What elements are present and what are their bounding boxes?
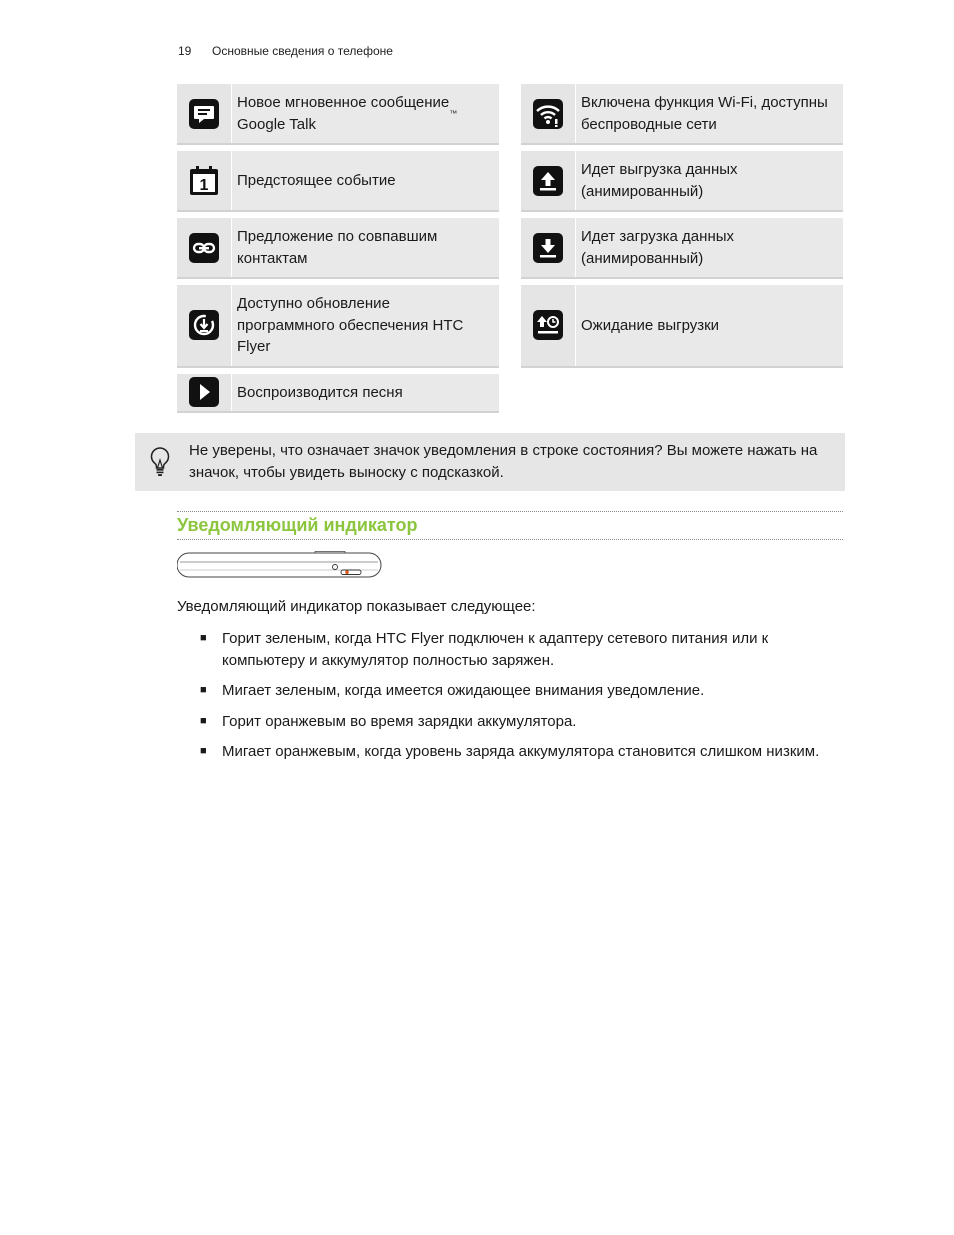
section-intro: Уведомляющий индикатор показывает следующее:: [177, 598, 536, 615]
tip-text: Не уверены, что означает значок уведомления в строке состояния? Вы можете нажать на значок, чтобы увидеть выноску с подсказкой.: [189, 442, 818, 481]
icon-cell: [521, 84, 843, 145]
list-item: ■ Горит зеленым, когда HTC Flyer подключен к адаптеру сетевого питания или к компьютеру и аккумулятор полностью заряжен.: [200, 630, 769, 669]
page-header: [178, 44, 393, 58]
play-icon: [189, 377, 219, 407]
download-icon: [533, 233, 563, 263]
icon-description: Предложение по совпавшим контактам: [231, 218, 499, 277]
icon-description: Доступно обновление программного обеспечения HTC Flyer: [231, 285, 499, 366]
icon-description: Идет загрузка данных (анимированный): [575, 218, 843, 277]
section-heading-container: [177, 511, 843, 540]
svg-text:1: 1: [199, 176, 209, 194]
icon-cell: [521, 285, 843, 368]
icon-cell: [177, 374, 499, 414]
icon-cell: [521, 151, 843, 212]
lightbulb-icon: [149, 446, 171, 478]
icon-cell: [177, 285, 499, 368]
list-item: ■ Горит оранжевым во время зарядки аккумулятора.: [200, 712, 577, 730]
icon-cell: [177, 151, 499, 212]
device-top-edge-icon: [177, 550, 383, 580]
icon-description: Ожидание выгрузки: [575, 285, 843, 366]
status-icon-table: [177, 84, 843, 419]
software-update-icon: [189, 310, 219, 340]
table-row: [177, 374, 843, 414]
table-row: [177, 285, 843, 368]
upload-waiting-icon: [533, 310, 563, 340]
calendar-icon: [189, 166, 219, 196]
page-number: 19: [178, 44, 192, 58]
table-row: [177, 151, 843, 212]
icon-description: Предстоящее событие: [231, 151, 499, 210]
icon-cell: [177, 84, 499, 145]
chat-bubble-icon: [189, 99, 219, 129]
icon-description: Воспроизводится песня: [231, 374, 499, 412]
list-item: ■ Мигает оранжевым, когда уровень заряда аккумулятора становится слишком низким.: [200, 743, 820, 760]
icon-description: Идет выгрузка данных (анимированный): [575, 151, 843, 210]
icon-cell: [177, 218, 499, 279]
device-illustration: [177, 550, 383, 585]
table-row: [177, 218, 843, 279]
chapter-title: Основные сведения о телефоне: [212, 44, 393, 58]
icon-description: Новое мгновенное сообщение Google Talk ™: [231, 84, 499, 143]
empty-cell: [521, 374, 843, 414]
table-row: [177, 84, 843, 145]
indicator-list: [200, 628, 820, 772]
wifi-available-icon: [533, 99, 563, 129]
upload-icon: [533, 166, 563, 196]
icon-description: Включена функция Wi-Fi, доступны беспроводные сети: [575, 84, 843, 143]
list-item: ■ Мигает зеленым, когда имеется ожидающее внимания уведомление.: [200, 682, 705, 699]
section-title: Уведомляющий индикатор: [177, 515, 418, 535]
tip-box: [135, 433, 845, 491]
icon-cell: [521, 218, 843, 279]
contact-link-icon: [189, 233, 219, 263]
